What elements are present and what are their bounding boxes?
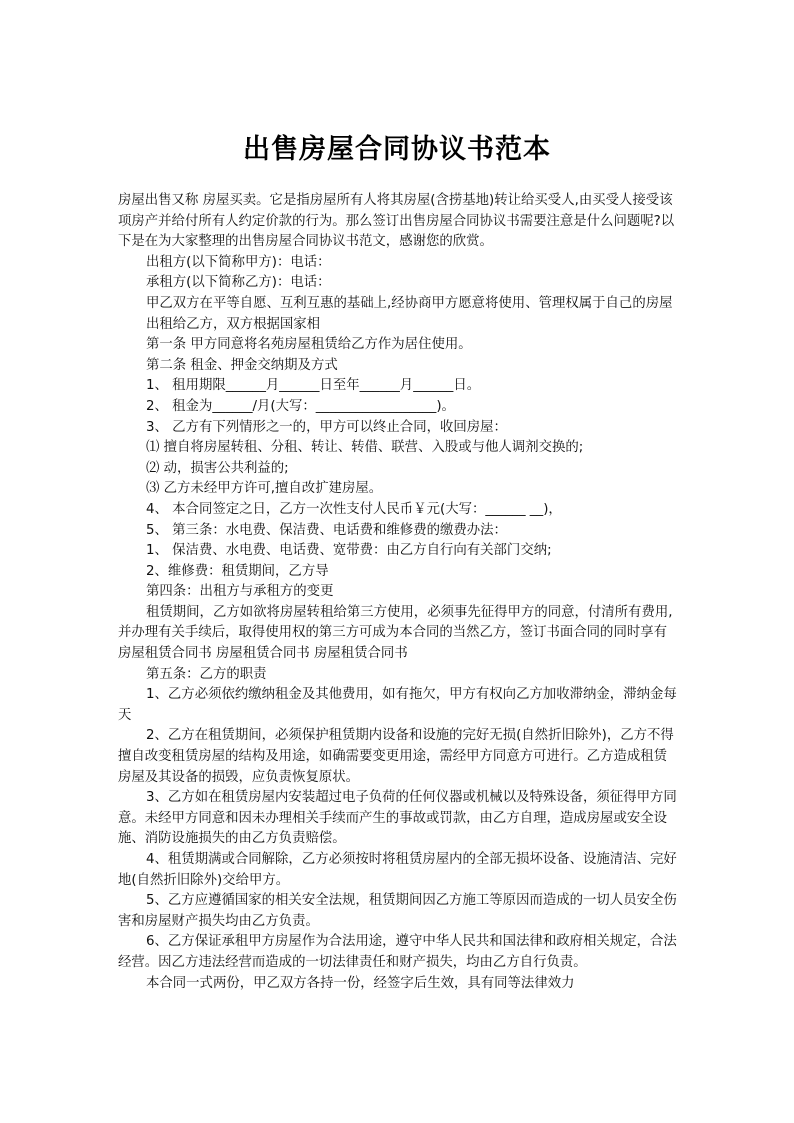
intro-paragraph: 房屋出售又称 房屋买卖。它是指房屋所有人将其房屋(含捞基地)转让给买受人,由买受人接受该项房产并给付所有人约定价款的行为。那么签订出售房屋合同协议书需要注意是什么问题呢?以下是在为大家整理的出售房屋合同协议书范文，感谢您的欣赏。	[118, 193, 675, 250]
lessee-line: 承租方(以下简称乙方)：电话：	[146, 275, 331, 291]
article-5-heading: 第五条：乙方的职责	[146, 666, 267, 682]
article-2-heading: 第二条 租金、押金交纳期及方式	[146, 357, 338, 373]
termination-case-3: ⑶ 乙方未经甲方许可,擅自改扩建房屋。	[146, 481, 383, 497]
article-2-item-5: 5、 第三条：水电费、保洁费、电话费和维修费的缴费办法：	[146, 522, 507, 538]
termination-case-1: ⑴ 擅自将房屋转租、分租、转让、转借、联营、入股或与他人调剂交换的;	[146, 440, 584, 456]
article-2-item-3: 3、 乙方有下列情形之一的，甲方可以终止合同，收回房屋：	[146, 419, 507, 435]
article-4-paragraph: 租赁期间，乙方如欲将房屋转租给第三方使用，必须事先征得甲方的同意，付清所有费用,并办理有关手续后，取得使用权的第三方可成为本合同的当然乙方，签订书面合同的同时享有房屋租赁合同书 房屋租赁合同书 房屋租赁合同书	[118, 604, 673, 662]
article-1: 第一条 甲方同意将名苑房屋租赁给乙方作为居住使用。	[146, 337, 472, 353]
article-2-item-1: 1、 租用期限______月______日至年______月______日。	[146, 378, 481, 394]
fee-item-2: 2、维修费：租赁期间，乙方导	[146, 563, 329, 579]
fee-item-1: 1、 保洁费、水电费、电话费、宽带费：由乙方自行向有关部门交纳;	[146, 543, 552, 559]
article-5-item-3: 3、乙方如在租赁房屋内安装超过电子负荷的任何仪器或机械以及特殊设备，须征得甲方同意。未经甲方同意和因未办理相关手续而产生的事故或罚款，由乙方自理，造成房屋或安全设施、消防设施损失的由乙方负责赔偿。	[118, 790, 677, 847]
article-2-item-2: 2、 租金为______/月(大写：__________________)。	[146, 398, 455, 414]
document-body	[118, 191, 678, 994]
lessor-line: 出租方(以下简称甲方)：电话：	[146, 254, 331, 270]
article-2-item-4: 4、 本合同签定之日，乙方一次性支付人民币￥元(大写：______ __)，	[146, 501, 562, 517]
article-5-item-5: 5、乙方应遵循国家的相关安全法规，租赁期间因乙方施工等原因而造成的一切人员安全伤害和房屋财产损失均由乙方负责。	[118, 893, 677, 929]
article-5-item-4: 4、租赁期满或合同解除，乙方必须按时将租赁房屋内的全部无损坏设备、设施清洁、完好地(自然折旧除外)交给甲方。	[118, 852, 677, 888]
preamble-paragraph: 甲乙双方在平等自愿、互利互惠的基础上,经协商甲方愿意将使用、管理权属于自己的房屋	[146, 295, 673, 311]
article-5-item-1: 1、乙方必须依约缴纳租金及其他费用，如有拖欠，甲方有权向乙方加收滞纳金，滞纳金每天	[118, 687, 677, 723]
closing-paragraph: 本合同一式两份，甲乙双方各持一份，经签字后生效，具有同等法律效力	[146, 975, 575, 991]
article-4-heading: 第四条：出租方与承租方的变更	[146, 584, 334, 600]
article-5-item-6: 6、乙方保证承租甲方房屋作为合法用途，遵守中华人民共和国法律和政府相关规定，合法经营。因乙方违法经营而造成的一切法律责任和财产损失，均由乙方自行负责。	[118, 934, 677, 970]
document-title: 出售房屋合同协议书范本	[243, 134, 551, 165]
termination-case-2: ⑵ 动，损害公共利益的;	[146, 460, 289, 476]
preamble-continuation: 出租给乙方，双方根据国家相	[146, 316, 321, 332]
article-5-item-2: 2、乙方在租赁期间，必须保护租赁期内设备和设施的完好无损(自然折旧除外)，乙方不得擅自改变租赁房屋的结构及用途，如确需要变更用途，需经甲方同意方可进行。乙方造成租赁房屋及其设备的损毁，应负责恢复原状。	[118, 728, 674, 785]
